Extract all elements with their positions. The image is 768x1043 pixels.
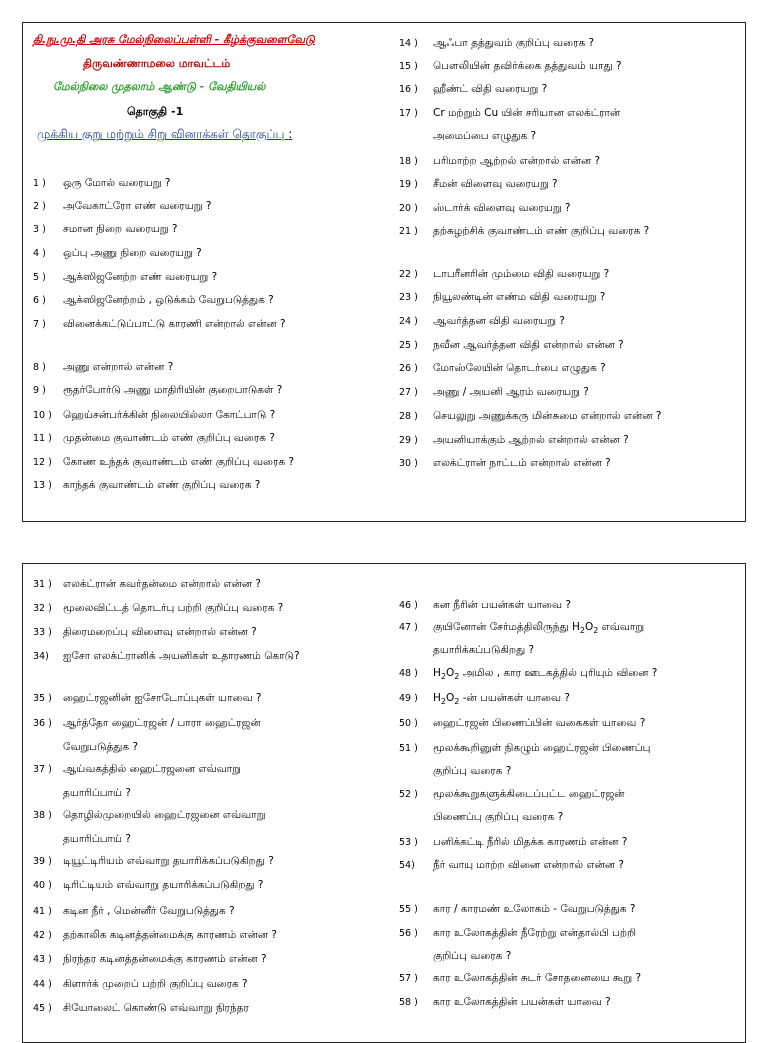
question-item <box>399 716 645 731</box>
question-text: ஒரு மோல் வரையறு ? <box>63 177 171 189</box>
question-text: $H_2O_2$ -ன் பயன்கள் யாவை ? <box>433 692 570 707</box>
question-number: 28 ) <box>399 411 418 422</box>
question-text: ஒப்பு அணு நிறை வரையறு ? <box>63 247 202 259</box>
question-text: டியூட்டிரியம் எவ்வாறு தயாரிக்கப்படுகிறது ? <box>63 855 274 867</box>
question-item <box>399 926 636 941</box>
question-continuation: வேறுபடுத்துக ? <box>63 741 139 753</box>
question-item <box>399 858 624 873</box>
question-number: 13 ) <box>33 480 52 491</box>
question-box-1 <box>22 22 746 522</box>
question-number: 24 ) <box>399 316 418 327</box>
question-number: 15 ) <box>399 61 418 72</box>
question-text: ஆக்ஸிஜனேற்றம் , ஒடுக்கம் வேறுபடுத்துக ? <box>63 294 274 306</box>
question-text: Cr மற்றும் Cu யின் சரியான எலக்ட்ரான் <box>433 107 621 119</box>
question-text: மூலக்கூறினுள் நிகழும் ஹைட்ரஜன் பிணைப்பு <box>433 742 651 754</box>
question-text: தொழில்முறையில் ஹைட்ரஜனை எவ்வாறு <box>63 809 266 821</box>
question-text: ஹீண்ட் விதி வரையறு ? <box>433 83 548 95</box>
question-number: 51 ) <box>399 743 418 754</box>
question-item <box>399 154 600 169</box>
question-item <box>399 338 624 353</box>
question-text: எலக்ட்ரான் கவர்தன்மை என்றால் என்ன ? <box>63 578 261 590</box>
question-number: 9 ) <box>33 385 46 396</box>
question-item <box>399 267 609 282</box>
question-number: 49 ) <box>399 693 418 704</box>
question-number: 34) <box>33 651 49 662</box>
question-text: ஹைட்ரஜனின் ஐசோடோப்புகள் யாவை ? <box>63 692 262 704</box>
question-item <box>399 361 606 376</box>
question-item <box>399 787 624 802</box>
question-text: கார உலோகத்தின் பயன்கள் யாவை ? <box>433 996 611 1008</box>
subscript: 2 <box>579 626 585 636</box>
question-item <box>399 177 558 192</box>
question-number: 1 ) <box>33 178 46 189</box>
question-text: திரைமறைப்பு விளைவு என்றால் என்ன ? <box>63 626 257 638</box>
question-text: காந்தக் குவாண்டம் எண் குறிப்பு வரைக ? <box>63 479 261 491</box>
question-number: 19 ) <box>399 179 418 190</box>
question-text: ஆஃபா தத்துவம் குறிப்பு வரைக ? <box>433 37 595 49</box>
question-number: 48 ) <box>399 668 418 679</box>
question-number: 16 ) <box>399 84 418 95</box>
question-item <box>399 902 635 917</box>
question-number: 6 ) <box>33 295 46 306</box>
question-text: நிரந்தர கடினத்தன்மைக்கு காரணம் என்ன ? <box>63 953 267 965</box>
question-text: சியோலைட் கொண்டு எவ்வாறு நிரந்தர <box>63 1002 249 1014</box>
question-text: ஐசோ எலக்ட்ரானிக் அயனிகள் உதாரணம் கொடு? <box>63 650 300 662</box>
question-text: மோஸ்லேயின் தொடர்பை எழுதுக ? <box>433 362 606 374</box>
subscript: 2 <box>454 672 460 682</box>
question-text: பனிக்கட்டி நீரில் மிதக்க காரணம் என்ன ? <box>433 836 628 848</box>
question-text: சீமன் விளைவு வரையறு ? <box>433 178 558 190</box>
question-continuation: தயாரிக்கப்படுகிறது ? <box>433 644 535 656</box>
question-number: 23 ) <box>399 292 418 303</box>
block1-right-column <box>23 23 745 521</box>
district-name: திருவண்ணாமலை மாவட்டம் <box>83 57 231 70</box>
question-number: 21 ) <box>399 226 418 237</box>
question-text: பௌலியின் தவிர்க்கை தத்துவம் யாது ? <box>433 60 622 72</box>
question-text: ரூதர்போர்டு அணு மாதிரியின் குறைபாடுகள் ? <box>63 384 283 396</box>
subscript: 2 <box>440 697 446 707</box>
question-item <box>399 314 565 329</box>
question-number: 26 ) <box>399 363 418 374</box>
question-text: டிரிட்டியம் எவ்வாறு தயாரிக்கப்படுகிறது ? <box>63 879 264 891</box>
question-text: கார / காரமண் உலோகம் - வேறுபடுத்துக ? <box>433 903 636 915</box>
question-number: 44 ) <box>33 979 52 990</box>
question-item <box>399 201 571 216</box>
question-number: 37 ) <box>33 764 52 775</box>
question-item <box>399 620 644 638</box>
question-number: 53 ) <box>399 837 418 848</box>
subscript: 2 <box>440 672 446 682</box>
question-text: அணு / அயனி ஆரம் வரையறு ? <box>433 386 589 398</box>
question-continuation: தயாரிப்பாய் ? <box>63 787 131 799</box>
question-item <box>399 224 649 239</box>
question-text: ஆர்த்தோ ஹைட்ரஜன் / பாரா ஹைட்ரஜன் <box>63 717 261 729</box>
question-text: முதன்மை குவாண்டம் எண் குறிப்பு வரைக ? <box>63 432 275 444</box>
question-item <box>399 741 650 756</box>
question-item <box>399 59 622 74</box>
question-text: ஆக்ஸிஜனேற்ற எண் வரையறு ? <box>63 271 218 283</box>
question-number: 11 ) <box>33 433 52 444</box>
question-number: 30 ) <box>399 458 418 469</box>
question-text: டாபரீனரின் மும்மை விதி வரையறு ? <box>433 268 610 280</box>
volume-title: தொகுதி -1 <box>127 105 184 118</box>
question-text: ஆவர்த்தன விதி வரையறு ? <box>433 315 565 327</box>
question-number: 40 ) <box>33 880 52 891</box>
question-number: 41 ) <box>33 906 52 917</box>
question-number: 2 ) <box>33 201 46 212</box>
block2-right-column <box>23 564 745 1042</box>
question-number: 42 ) <box>33 930 52 941</box>
question-item <box>399 666 657 684</box>
question-box-2 <box>22 563 746 1043</box>
question-text: கோண உந்தக் குவாண்டம் எண் குறிப்பு வரைக ? <box>63 456 295 468</box>
question-number: 12 ) <box>33 457 52 468</box>
question-continuation: பிணைப்பு குறிப்பு வரைக ? <box>433 811 564 823</box>
question-number: 38 ) <box>33 810 52 821</box>
question-number: 58 ) <box>399 997 418 1008</box>
question-text: கிளார்க் முறைப் பற்றி குறிப்பு வரைக ? <box>63 978 248 990</box>
question-text: அணு என்றால் என்ன ? <box>63 361 174 373</box>
question-item <box>399 456 611 471</box>
question-number: 50 ) <box>399 718 418 729</box>
question-text: $H_2O_2$ அமில , கார ஊடகத்தில் புரியும் வினை ? <box>433 667 658 682</box>
question-item <box>399 385 589 400</box>
question-text: அயனியாக்கும் ஆற்றல் என்றால் என்ன ? <box>433 434 629 446</box>
question-number: 46 ) <box>399 600 418 611</box>
question-number: 54) <box>399 860 415 871</box>
question-text: கார உலோகத்தின் நீரேற்று என்தால்பி பற்றி <box>433 927 637 939</box>
question-number: 52 ) <box>399 789 418 800</box>
question-number: 39 ) <box>33 856 52 867</box>
question-continuation: அமைப்பை எழுதுக ? <box>433 130 537 142</box>
question-text: மூலைவிட்டத் தொடர்பு பற்றி குறிப்பு வரைக ? <box>63 602 284 614</box>
collection-title-text: முக்கிய குறு மற்றும் சிறு வினாக்கள் தொகுப்பு <box>37 127 285 141</box>
question-continuation: குறிப்பு வரைக ? <box>433 765 512 777</box>
class-subject: மேல்நிலை முதலாம் ஆண்டு - வேதியியல் <box>53 80 266 93</box>
question-number: 17 ) <box>399 108 418 119</box>
question-item <box>399 106 620 121</box>
question-text: தற்சுழற்சிக் குவாண்டம் எண் குறிப்பு வரைக ? <box>433 225 650 237</box>
question-text: கடின நீர் , மென்னீர் வேறுபடுத்துக ? <box>63 905 235 917</box>
question-number: 29 ) <box>399 435 418 446</box>
question-number: 47 ) <box>399 622 418 633</box>
question-text: பரிமாற்ற ஆற்றல் என்றால் என்ன ? <box>433 155 601 167</box>
question-item <box>399 691 570 709</box>
question-number: 33 ) <box>33 627 52 638</box>
question-text: நவீன ஆவர்த்தன விதி என்றால் என்ன ? <box>433 339 624 351</box>
question-number: 10 ) <box>33 410 52 421</box>
question-text: நீர் வாயு மாற்ற வினை என்றால் என்ன ? <box>433 859 624 871</box>
question-text: கார உலோகத்தின் சுடர் சோதனையை கூறு ? <box>433 972 642 984</box>
question-number: 32 ) <box>33 603 52 614</box>
question-number: 45 ) <box>33 1003 52 1014</box>
question-text: தற்காலிக கடினத்தன்மைக்கு காரணம் என்ன ? <box>63 929 278 941</box>
collection-colon: : <box>288 127 293 141</box>
question-number: 7 ) <box>33 319 46 330</box>
question-text: ஆய்வகத்தில் ஹைட்ரஜனை எவ்வாறு <box>63 763 241 775</box>
question-item <box>399 995 611 1010</box>
question-number: 36 ) <box>33 718 52 729</box>
question-text: குயினோன் சேர்மத்திலிருந்து $H_2O_2$ எவ்வாறு <box>433 621 645 636</box>
question-text: மூலக்கூறுகளுக்கிடைப்பட்ட ஹைட்ரஜன் <box>433 788 625 800</box>
question-text: வினைக்கட்டுப்பாட்டு காரணி என்றால் என்ன ? <box>63 318 286 330</box>
question-number: 18 ) <box>399 156 418 167</box>
question-item <box>399 409 661 424</box>
question-number: 20 ) <box>399 203 418 214</box>
question-number: 35 ) <box>33 693 52 704</box>
question-text: நியூலண்டின் எண்ம விதி வரையறு ? <box>433 291 606 303</box>
question-item <box>399 971 641 986</box>
question-item <box>399 433 629 448</box>
question-text: அவேகாட்ரோ எண் வரையறு ? <box>63 200 212 212</box>
question-text: எலக்ட்ரான் நாட்டம் என்றால் என்ன ? <box>433 457 611 469</box>
question-item <box>399 36 594 51</box>
question-item <box>399 82 547 97</box>
question-number: 22 ) <box>399 269 418 280</box>
question-number: 5 ) <box>33 272 46 283</box>
question-text: ஹெய்சன்பர்க்கின் நிலையில்லா கோட்பாடு ? <box>63 409 276 421</box>
question-text: சமான நிறை வரையறு ? <box>63 223 178 235</box>
question-number: 57 ) <box>399 973 418 984</box>
question-number: 27 ) <box>399 387 418 398</box>
question-number: 8 ) <box>33 362 46 373</box>
question-number: 43 ) <box>33 954 52 965</box>
question-number: 56 ) <box>399 928 418 939</box>
school-name: தி.நு.மு.தி அரசு மேல்நிலைப்பள்ளி - கீழ்க்குவளைவேடு <box>33 33 315 46</box>
question-item <box>399 598 571 613</box>
question-number: 14 ) <box>399 38 418 49</box>
question-number: 31 ) <box>33 579 52 590</box>
question-number: 3 ) <box>33 224 46 235</box>
question-continuation: குறிப்பு வரைக ? <box>433 950 512 962</box>
question-text: செயலுறு அணுக்கரு மின்சுமை என்றால் என்ன ? <box>433 410 662 422</box>
question-continuation: தயாரிப்பாய் ? <box>63 833 131 845</box>
question-text: ஹைட்ரஜன் பிணைப்பின் வகைகள் யாவை ? <box>433 717 646 729</box>
question-item <box>399 835 627 850</box>
subscript: 2 <box>593 626 599 636</box>
question-number: 4 ) <box>33 248 46 259</box>
subscript: 2 <box>454 697 460 707</box>
question-number: 25 ) <box>399 340 418 351</box>
question-number: 55 ) <box>399 904 418 915</box>
question-item <box>399 290 605 305</box>
question-text: ஸ்டார்க் விளைவு வரையறு ? <box>433 202 571 214</box>
question-text: கன நீரின் பயன்கள் யாவை ? <box>433 599 571 611</box>
